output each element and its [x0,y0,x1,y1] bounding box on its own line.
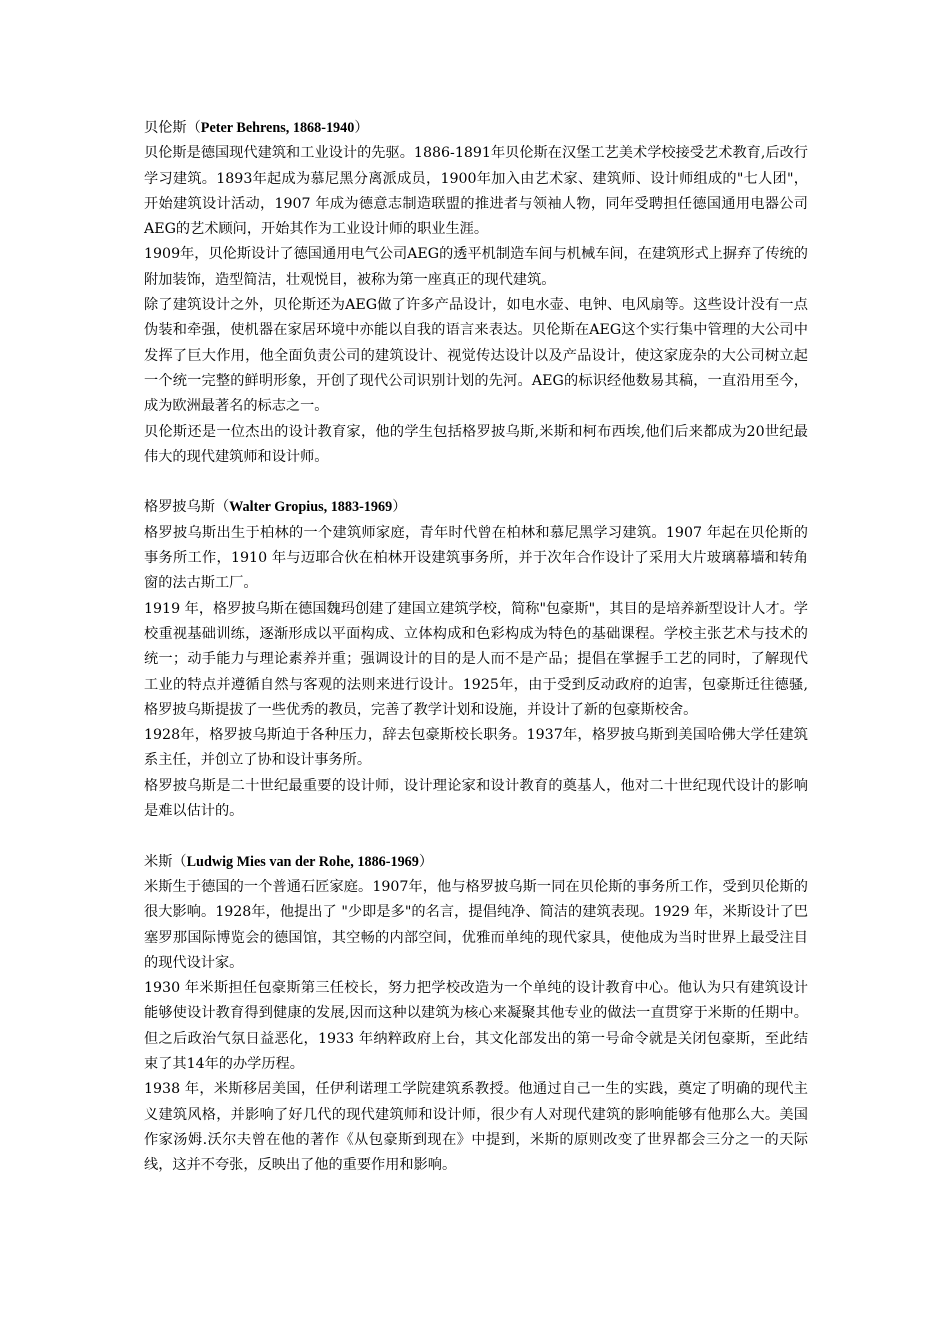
paragraph: 贝伦斯还是一位杰出的设计教育家，他的学生包括格罗披乌斯,米斯和柯布西埃,他们后来都成为20世纪最伟大的现代建筑师和设计师。 [144,423,808,465]
document-page [144,116,808,1178]
paragraph: 格罗披乌斯是二十世纪最重要的设计师，设计理论家和设计教育的奠基人，他对二十世纪现代设计的影响是难以估计的。 [144,777,808,820]
heading-en: Ludwig Mies van der Rohe, 1886-1969 [186,853,419,870]
paragraph: 除了建筑设计之外，贝伦斯还为AEG做了许多产品设计，如电水壶、电钟、电风扇等。这些设计没有一点伪装和牵强，使机器在家居环境中亦能以自我的语言来表达。贝伦斯在AEG这个实行集中管理的大公司中发挥了巨大作用，他全面负责公司的建筑设计、视觉传达设计以及产品设计，使这家庞杂的大公司树立起一个统一完整的鲜明形象，开创了现代公司识别计划的先河。AEG的标识经他数易其稿，一直沿用至今，成为欧洲最著名的标志之一。 [144,297,808,415]
heading-cn: 贝伦斯 [144,120,187,136]
section-spacer [144,824,808,849]
paragraph: 格罗披乌斯出生于柏林的一个建筑师家庭，青年时代曾在柏林和慕尼黑学习建筑。1907 年起在贝伦斯的事务所工作，1910 年与迈耶合伙在柏林开设建筑事务所，并于次年合作设计了采用大片玻璃幕墙和转角窗的法古斯工厂。 [144,524,808,592]
heading-en: Peter Behrens, 1868-1940 [200,120,355,136]
paragraph: 贝伦斯是德国现代建筑和工业设计的先驱。1886-1891年贝伦斯在汉堡工艺美术学校接受艺术教育,后改行学习建筑。1893年起成为慕尼黑分离派成员，1900年加入由艺术家、建筑师、设计师组成的"七人团"，开始建筑设计活动，1907 年成为德意志制造联盟的推进者与领袖人物，同年受聘担任德国通用电器公司AEG的艺术顾问，开始其作为工业设计师的职业生涯。 [144,145,808,238]
section-behrens [144,116,808,470]
heading-cn: 米斯 [144,853,173,870]
section-spacer [144,470,808,495]
section-heading: 贝伦斯（Peter Behrens, 1868-1940） [144,120,369,136]
section-heading: 格罗披乌斯（Walter Gropius, 1883-1969） [144,499,407,516]
heading-en: Walter Gropius, 1883-1969 [229,499,393,516]
section-gropius [144,495,808,824]
paragraph: 1919 年，格罗披乌斯在德国魏玛创建了建国立建筑学校，简称"包豪斯"，其目的是培养新型设计人才。学校重视基础训练，逐渐形成以平面构成、立体构成和色彩构成为特色的基础课程。学校主张艺术与技术的统一；动手能力与理论素养并重；强调设计的目的是人而不是产品；提倡在掌握手工艺的同时，了解现代工业的特点并遵循自然与客观的法则来进行设计。1925年，由于受到反动政府的迫害，包豪斯迁往德骚,格罗披乌斯提拔了一些优秀的教员，完善了教学计划和设施，并设计了新的包豪斯校舍。 [144,600,808,718]
section-mies [144,850,808,1179]
paragraph: 1928年，格罗披乌斯迫于各种压力，辞去包豪斯校长职务。1937年，格罗披乌斯到美国哈佛大学任建筑系主任，并创立了协和设计事务所。 [144,727,808,769]
paragraph: 1930 年米斯担任包豪斯第三任校长，努力把学校改造为一个单纯的设计教育中心。他认为只有建筑设计能够使设计教育得到健康的发展,因而这种以建筑为核心来凝聚其他专业的做法一直贯穿于米斯的任期中。但之后政治气氛日益恶化，1933 年纳粹政府上台，其文化部发出的第一号命令就是关闭包豪斯，至此结束了其14年的办学历程。 [144,980,808,1072]
section-heading: 米斯（Ludwig Mies van der Rohe, 1886-1969） [144,853,434,870]
paragraph: 1909年，贝伦斯设计了德国通用电气公司AEG的透平机制造车间与机械车间，在建筑形式上摒弃了传统的附加装饰，造型简洁，壮观悦目，被称为第一座真正的现代建筑。 [144,246,808,288]
heading-cn: 格罗披乌斯 [144,499,215,516]
paragraph: 1938 年，米斯移居美国，任伊利诺理工学院建筑系教授。他通过自己一生的实践，奠定了明确的现代主义建筑风格，并影响了好几代的现代建筑师和设计师，很少有人对现代建筑的影响能够有他那么大。美国作家汤姆.沃尔夫曾在他的著作《从包豪斯到现在》中提到，米斯的原则改变了世界都会三分之一的天际线，这并不夸张，反映出了他的重要作用和影响。 [144,1081,808,1174]
paragraph: 米斯生于德国的一个普通石匠家庭。1907年，他与格罗披乌斯一同在贝伦斯的事务所工作，受到贝伦斯的很大影响。1928年，他提出了 "少即是多"的名言，提倡纯净、简洁的建筑表现。1929 年，米斯设计了巴塞罗那国际博览会的德国馆，其空畅的内部空间，优雅而单纯的现代家具，使他成为当时世界上最受注目的现代设计家。 [144,878,808,971]
